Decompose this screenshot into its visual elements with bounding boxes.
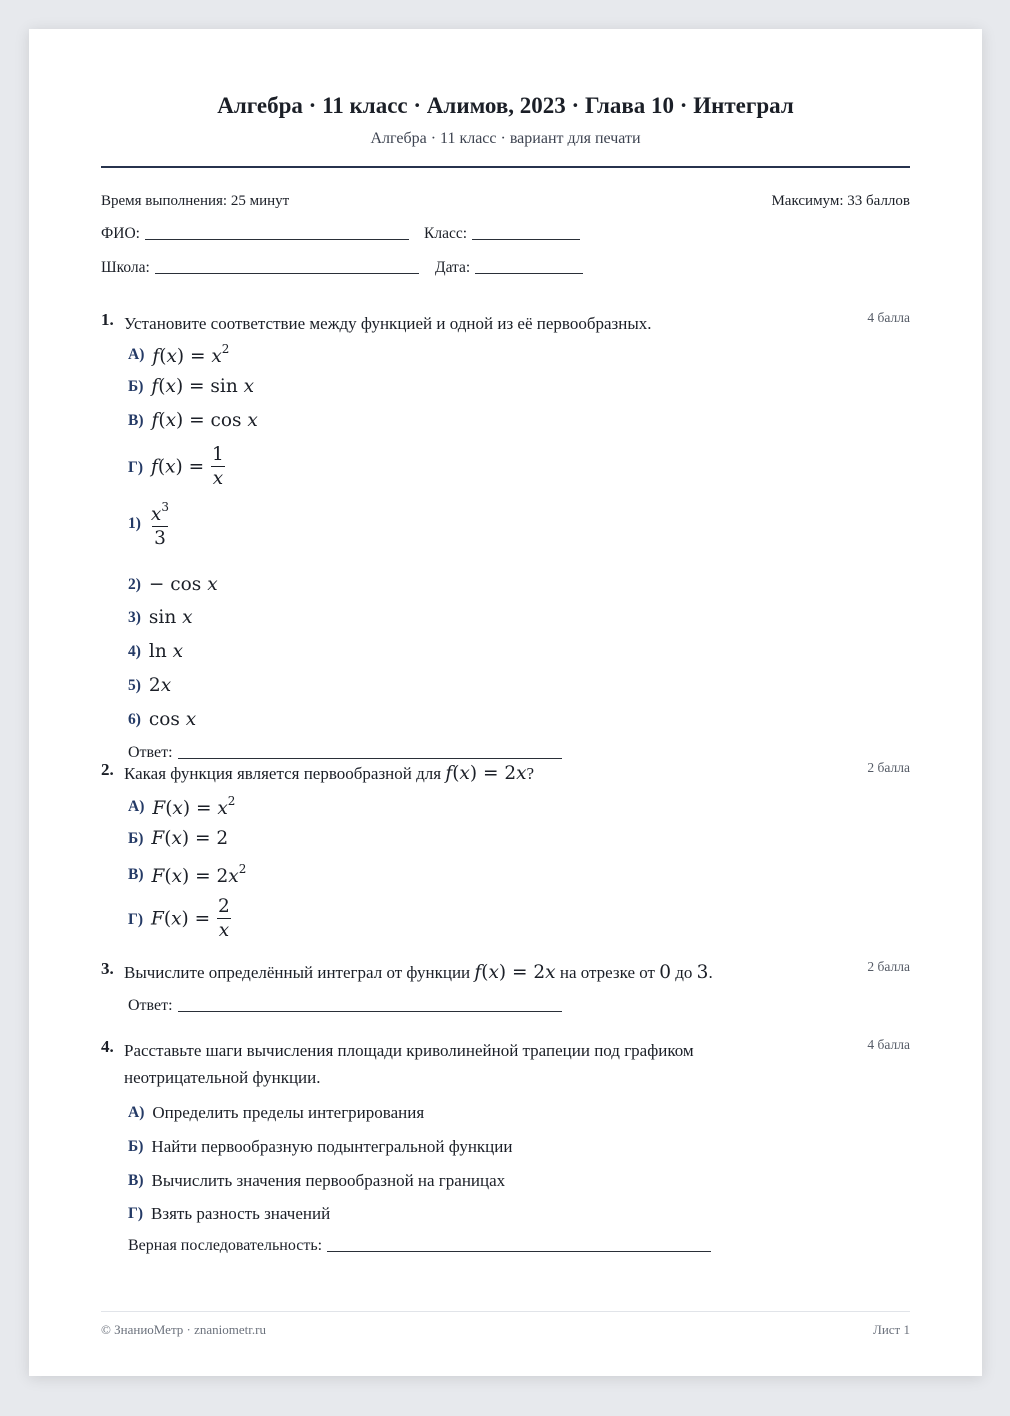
question-text-end: . <box>708 963 713 982</box>
question-text <box>124 959 844 986</box>
question-number: 2. <box>101 760 114 779</box>
option-text: Найти первообразную подынтегральной функции <box>151 1137 513 1156</box>
option-label: Б) <box>128 1138 144 1155</box>
question-text: Установите соответствие между функцией и одной из её первообразных. <box>124 314 652 333</box>
answer-option-6 <box>128 709 196 730</box>
option-label: В) <box>128 1172 144 1189</box>
lower-bound: 0 <box>659 962 671 983</box>
answer-field[interactable] <box>128 997 562 1015</box>
question-text-part: на отрезке от <box>559 963 655 982</box>
option-label: 6) <box>128 710 141 728</box>
question-points: 2 балла <box>867 760 910 775</box>
option-formula: sin x <box>148 607 193 628</box>
option-formula: F(x) = 2 <box>151 828 229 849</box>
school-field[interactable] <box>101 259 419 277</box>
option-c <box>128 862 246 887</box>
option-a <box>128 794 235 819</box>
option-formula: $F(x) = x^2$ <box>152 794 236 819</box>
answer-label: Ответ: <box>128 997 173 1014</box>
step-c <box>128 1171 505 1191</box>
question-text: Расставьте шаги вычисления площади криволинейной трапеции под графиком неотрицательной функции. <box>124 1041 694 1087</box>
option-label: А) <box>128 345 145 363</box>
page-title: Алгебра · 11 класс · Алимов, 2023 · Глава 10 · Интеграл <box>217 93 794 118</box>
question-text-part: Вычислите определённый интеграл от функции <box>124 963 471 982</box>
option-label: Г) <box>128 910 144 928</box>
max-score: Максимум: 33 баллов <box>771 193 910 209</box>
answer-option-2 <box>128 574 218 595</box>
option-formula: f(x) = cos x <box>151 410 258 431</box>
option-formula: 2x <box>148 675 172 696</box>
option-label: Г) <box>128 458 144 476</box>
option-formula: cos x <box>148 709 197 730</box>
option-formula: $\frac{x^3}{3}$ <box>150 500 169 549</box>
option-c <box>128 410 258 431</box>
step-d <box>128 1204 330 1224</box>
footer-page-number: Лист 1 <box>873 1322 910 1337</box>
fio-line[interactable] <box>145 238 409 240</box>
option-formula: ln x <box>148 641 184 662</box>
question-text-part: до <box>675 963 693 982</box>
option-formula: − cos x <box>148 574 218 595</box>
question-number: 1. <box>101 310 114 329</box>
worksheet-page <box>29 29 982 1376</box>
class-label: Класс: <box>424 225 468 242</box>
option-text: Взять разность значений <box>151 1204 331 1223</box>
question-number: 4. <box>101 1037 114 1056</box>
sequence-answer-field[interactable] <box>128 1237 711 1255</box>
option-formula: $F(x) = 2x^2$ <box>151 862 247 887</box>
option-label: Г) <box>128 1205 144 1222</box>
school-line[interactable] <box>155 272 419 274</box>
school-label: Школа: <box>101 259 150 276</box>
answer-option-5 <box>128 675 171 696</box>
answer-line[interactable] <box>178 1010 562 1012</box>
question-formula: f(x) = 2x <box>445 763 527 784</box>
option-text: Определить пределы интегрирования <box>152 1103 425 1122</box>
fio-label: ФИО: <box>101 225 140 242</box>
option-formula: f(x) = sin x <box>151 376 255 397</box>
question-text-part: Какая функция является первообразной для <box>124 764 442 783</box>
option-b <box>128 828 228 849</box>
step-b <box>128 1137 512 1157</box>
date-field[interactable] <box>435 259 583 277</box>
step-a <box>128 1103 424 1123</box>
option-formula: f(x) = $\frac{1}{x}$ <box>151 444 224 489</box>
answer-option-1 <box>128 496 171 551</box>
question-text-end: ? <box>526 764 535 783</box>
class-line[interactable] <box>472 238 580 240</box>
option-label: 1) <box>128 514 141 532</box>
answer-option-3 <box>128 607 193 628</box>
footer-copyright: © ЗнаниоМетр · znaniometr.ru <box>101 1322 266 1337</box>
answer-label: Верная последовательность: <box>128 1237 323 1254</box>
option-label: А) <box>128 1104 145 1121</box>
option-label: Б) <box>128 377 144 395</box>
header-divider <box>101 166 910 168</box>
fio-field[interactable] <box>101 225 409 243</box>
question-formula: f(x) = 2x <box>474 962 556 983</box>
option-a <box>128 342 229 367</box>
answer-option-4 <box>128 641 183 662</box>
question-points: 4 балла <box>867 1037 910 1052</box>
option-formula: F(x) = $\frac{2}{x}$ <box>151 896 230 941</box>
question-points: 4 балла <box>867 310 910 325</box>
date-label: Дата: <box>435 259 471 276</box>
question-points: 2 балла <box>867 959 910 974</box>
option-label: 5) <box>128 676 141 694</box>
option-label: В) <box>128 865 144 883</box>
time-limit: Время выполнения: 25 минут <box>101 193 290 209</box>
option-label: 3) <box>128 608 141 626</box>
question-text <box>124 760 734 787</box>
option-label: В) <box>128 411 144 429</box>
option-label: Б) <box>128 829 144 847</box>
class-field[interactable] <box>424 225 580 243</box>
option-label: А) <box>128 797 145 815</box>
footer-divider <box>101 1311 910 1312</box>
answer-label: Ответ: <box>128 744 173 761</box>
page-subtitle: Алгебра · 11 класс · вариант для печати <box>370 130 641 147</box>
option-d <box>128 896 232 943</box>
option-b <box>128 376 254 397</box>
option-text: Вычислить значения первообразной на границах <box>151 1171 506 1190</box>
option-d <box>128 444 226 491</box>
option-label: 2) <box>128 575 141 593</box>
upper-bound: 3 <box>696 962 709 983</box>
answer-line[interactable] <box>178 757 562 759</box>
answer-line[interactable] <box>327 1250 711 1252</box>
option-formula: $f(x) = x^2$ <box>152 342 230 367</box>
question-number: 3. <box>101 959 114 978</box>
date-line[interactable] <box>475 272 583 274</box>
option-label: 4) <box>128 642 141 660</box>
